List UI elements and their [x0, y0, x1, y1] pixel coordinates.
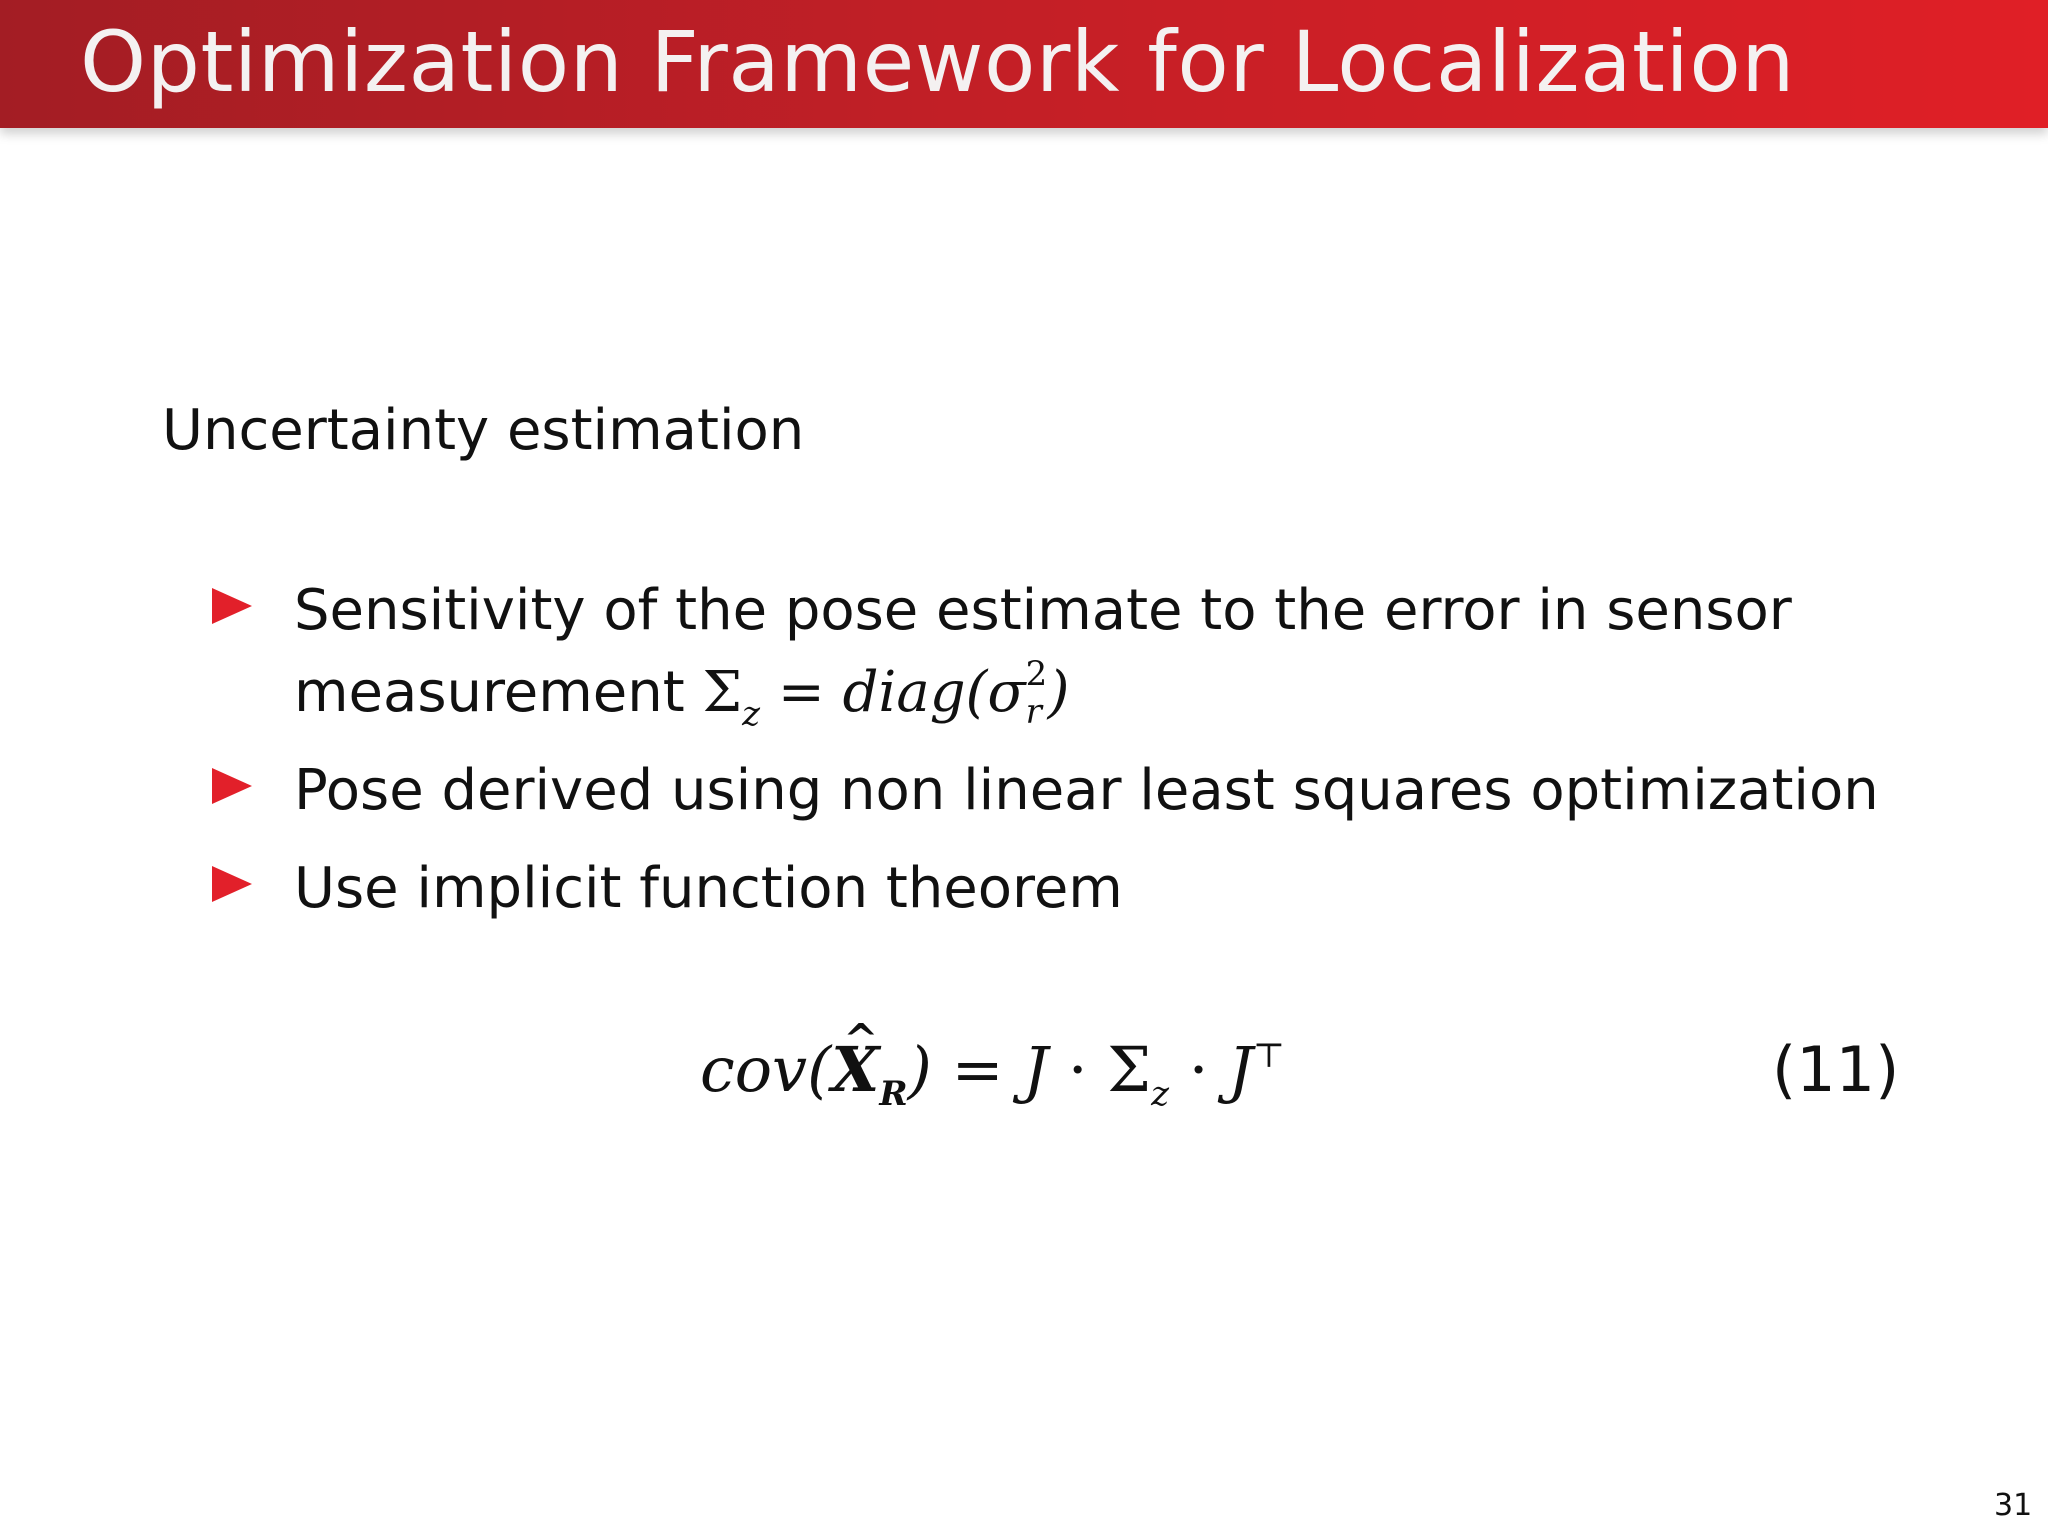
bullet-item-sensitivity: [212, 570, 1912, 740]
bullet-text: Use implicit function theorem: [294, 856, 1123, 921]
bullet-text: [294, 570, 1792, 734]
page-number: 31: [1994, 1488, 2033, 1523]
slide-title: Optimization Framework for Localization: [80, 13, 1795, 111]
bullet-triangle-icon: [212, 768, 252, 804]
equation-number: (11): [1772, 1033, 1900, 1106]
bullet-line-1: Sensitivity of the pose estimate to the error in sensor: [294, 578, 1792, 643]
bullet-text: Pose derived using non linear least squares optimization: [294, 758, 1879, 823]
slide-header: [0, 0, 2048, 128]
bullet-triangle-icon: [212, 588, 252, 624]
bullet-item-pose-derived: [212, 750, 1912, 832]
bullet-item-implicit-function: [212, 848, 1912, 930]
bullet-line-2: measurement: [294, 660, 685, 725]
covariance-equation: cov(^ $X_R) = J \cdot \Sigma_z \cdot J^⊤$: [700, 1020, 1285, 1120]
bullet-triangle-icon: [212, 866, 252, 902]
x-hat-symbol: ^ X: [831, 1020, 879, 1120]
sigma-z-formula: $\Sigma_z$ = diag(σ 2 r ): [702, 653, 1070, 734]
section-heading: Uncertainty estimation: [162, 398, 805, 463]
